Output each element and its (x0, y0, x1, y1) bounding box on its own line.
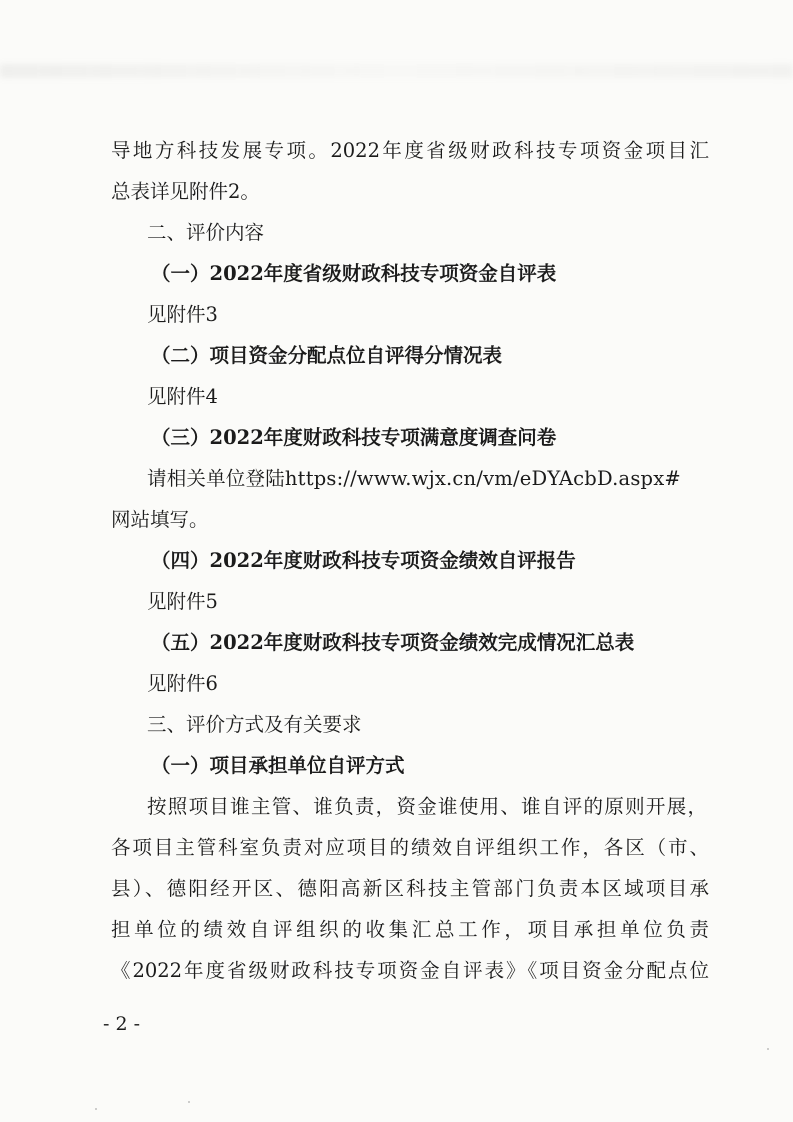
attachment-ref-4: 见附件4 (147, 385, 218, 408)
subheading-completion-summary: （五）2022年度财政科技专项资金绩效完成情况汇总表 (151, 631, 635, 654)
attachment-ref-6: 见附件6 (147, 672, 218, 695)
method-paragraph-line-5: 《2022年度省级财政科技专项资金自评表》《项目资金分配点位 (111, 959, 709, 982)
attachment-ref-3: 见附件3 (147, 303, 218, 326)
subheading-survey: （三）2022年度财政科技专项满意度调查问卷 (151, 426, 557, 449)
survey-instruction-continuation: 网站填写。 (111, 508, 209, 531)
body-line-1: 导地方科技发展专项。2022年度省级财政科技专项资金项目汇 (111, 139, 709, 162)
scan-speckle (188, 1101, 190, 1103)
method-paragraph-line-3: 县）、德阳经开区、德阳高新区科技主管部门负责本区域项目承 (111, 877, 709, 900)
survey-instruction-line: 请相关单位登陆https://www.wjx.cn/vm/eDYAcbD.aspx# (147, 467, 681, 490)
body-line-2: 总表详见附件2。 (111, 180, 260, 203)
subheading-self-evaluation-method: （一）项目承担单位自评方式 (151, 754, 405, 777)
subheading-performance-report: （四）2022年度财政科技专项资金绩效自评报告 (151, 549, 576, 572)
scan-shadow (0, 64, 793, 78)
scan-speckle (767, 1048, 769, 1050)
attachment-ref-5: 见附件5 (147, 590, 218, 613)
method-paragraph-line-1: 按照项目谁主管、谁负责，资金谁使用、谁自评的原则开展， (147, 795, 707, 818)
page-number: - 2 - (103, 1013, 141, 1035)
scan-speckle (95, 1108, 97, 1110)
method-paragraph-line-2: 各项目主管科室负责对应项目的绩效自评组织工作，各区（市、 (111, 836, 709, 859)
method-paragraph-line-4: 担单位的绩效自评组织的收集汇总工作，项目承担单位负责 (111, 918, 709, 941)
subheading-score-table: （二）项目资金分配点位自评得分情况表 (151, 344, 503, 367)
section-heading-evaluation-content: 二、评价内容 (147, 221, 265, 244)
subheading-self-evaluation-form: （一）2022年度省级财政科技专项资金自评表 (151, 262, 557, 285)
section-heading-methods: 三、评价方式及有关要求 (147, 713, 362, 736)
